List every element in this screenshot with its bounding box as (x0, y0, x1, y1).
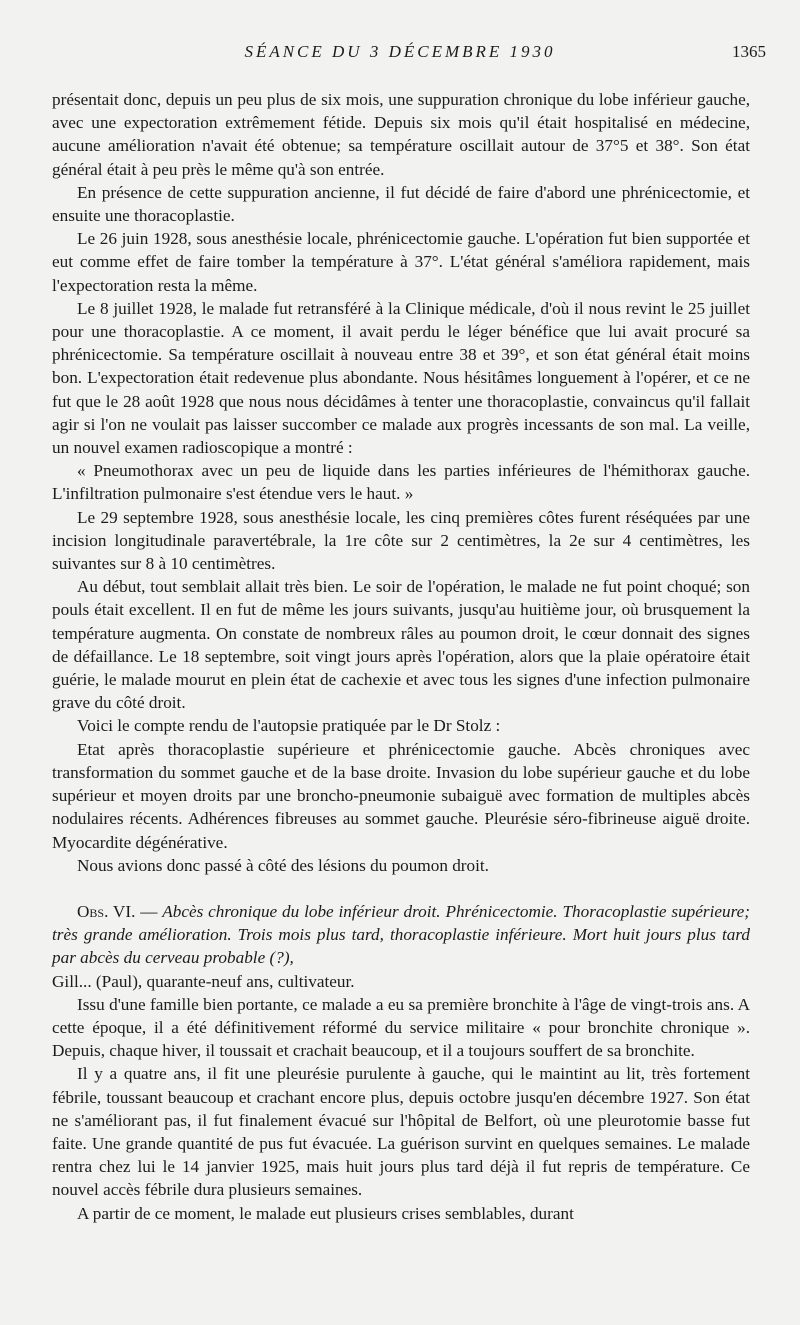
running-header (0, 42, 800, 68)
running-title: SÉANCE DU 3 DÉCEMBRE 1930 (244, 42, 556, 61)
autopsy-paragraph: Etat après thoracoplastie supérieure et phrénicectomie gauche. Abcès chroniques avec transformation du sommet gauche et de la base droite. Invasion du lobe supérieur gauche et du lobe supérieur et moyen droits par une broncho-pneumonie subaiguë avec formation de multiples abcès nodulaires récents. Adhérences fibreuses au sommet gauche. Pleurésie séro-fibrineuse aiguë droite. Myocardite dégénérative. (52, 739, 750, 852)
patient-line: Gill... (Paul), quarante-neuf ans, cultivateur. (52, 971, 355, 991)
paragraph: Voici le compte rendu de l'autopsie pratiquée par le Dr Stolz : (77, 716, 501, 736)
article-body (52, 88, 750, 1225)
paragraph: Le 26 juin 1928, sous anesthésie locale, phrénicectomie gauche. L'opération fut bien supportée et eut comme effet de faire tomber la température à 37°. L'état général s'améliora rapidement, mais l'expectoration resta la même. (52, 229, 750, 295)
paragraph: A partir de ce moment, le malade eut plusieurs crises semblables, durant (77, 1203, 574, 1223)
page-number: 1365 (732, 42, 766, 61)
paragraph: présentait donc, depuis un peu plus de six mois, une suppuration chronique du lobe inférieur gauche, avec une expectoration extrêmement fétide. Depuis six mois qu'il était hospitalisé en médecine, aucune amélioration n'avait été obtenue; sa température oscillait autour de 37°5 et 38°. Son état général était à peu près le même qu'à son entrée. (52, 90, 750, 179)
paragraph: Nous avions donc passé à côté des lésions du poumon droit. (77, 855, 489, 875)
paragraph: Il y a quatre ans, il fit une pleurésie purulente à gauche, qui le maintint au lit, très fortement fébrile, toussant beaucoup et crachant encore plus, depuis octobre jusqu'en décembre 1927. Son état ne s'améliorant pas, il fut finalement évacué sur l'hôpital de Belfort, où une pleurotomie basse fut faite. Une grande quantité de pus fut évacuée. La guérison survint en quelques semaines. Le malade rentra chez lui le 14 janvier 1925, mais huit jours plus tard déjà il fut repris de température. Ce nouvel accès fébrile dura plusieurs semaines. (52, 1064, 750, 1200)
paragraph: Le 8 juillet 1928, le malade fut retransféré à la Clinique médicale, d'où il nous revint le 25 juillet pour une thoracoplastie. A ce moment, il avait perdu le léger bénéfice que lui avait procuré sa phrénicectomie. Sa température oscillait à nouveau entre 38 et 39°, et son état général était moins bon. L'expectoration était redevenue plus abondante. Nous hésitâmes longuement à l'opérer, et ce ne fut que le 28 août 1928 que nous nous décidâmes à tenter une thoracoplastie, convaincus qu'il fallait agir si l'on ne voulait pas laisser succomber ce malade aux progrès incessants de son mal. La veille, un nouvel examen radioscopique a montré : (52, 298, 750, 458)
paragraph: Au début, tout semblait allait très bien. Le soir de l'opération, le malade ne fut point choqué; son pouls était excellent. Il en fut de même les jours suivants, jusqu'au huitième jour, où brusquement la température augmenta. On constate de nombreux râles au poumon droit, le cœur donnait des signes de défaillance. Le 18 septembre, soit vingt jours après l'opération, alors que la plaie opératoire était guérie, le malade mourut en plein état de cachexie et avec tous les signes d'une infection pulmonaire grave du côté droit. (52, 577, 750, 713)
quote-paragraph: « Pneumothorax avec un peu de liquide dans les parties inférieures de l'hémithorax gauche. L'infiltration pulmonaire s'est étendue vers le haut. » (52, 461, 750, 504)
observation-label: Obs. VI. — (77, 901, 163, 921)
observation-title: Abcès chronique du lobe inférieur droit. Phrénicectomie. Thoracoplastie supérieure; très grande amélioration. Trois mois plus tard, thoracoplastie inférieure. Mort huit jours plus tard par abcès du cerveau probable (?), (52, 901, 750, 968)
paragraph: Le 29 septembre 1928, sous anesthésie locale, les cinq premières côtes furent réséquées par une incision longitudinale paravertébrale, la 1re côte sur 2 centimètres, la 2e sur 4 centimètres, les suivantes sur 8 à 10 centimètres. (52, 507, 750, 574)
paragraph: Issu d'une famille bien portante, ce malade a eu sa première bronchite à l'âge de vingt-trois ans. A cette époque, il a été définitivement réformé du service militaire « pour bronchite chronique ». Depuis, chaque hiver, il toussait et crachait beaucoup, et il a toujours souffert de sa bronchite. (52, 994, 750, 1061)
observation-heading (52, 900, 750, 970)
paragraph: En présence de cette suppuration ancienne, il fut décidé de faire d'abord une phrénicectomie, et ensuite une thoracoplastie. (52, 182, 750, 226)
